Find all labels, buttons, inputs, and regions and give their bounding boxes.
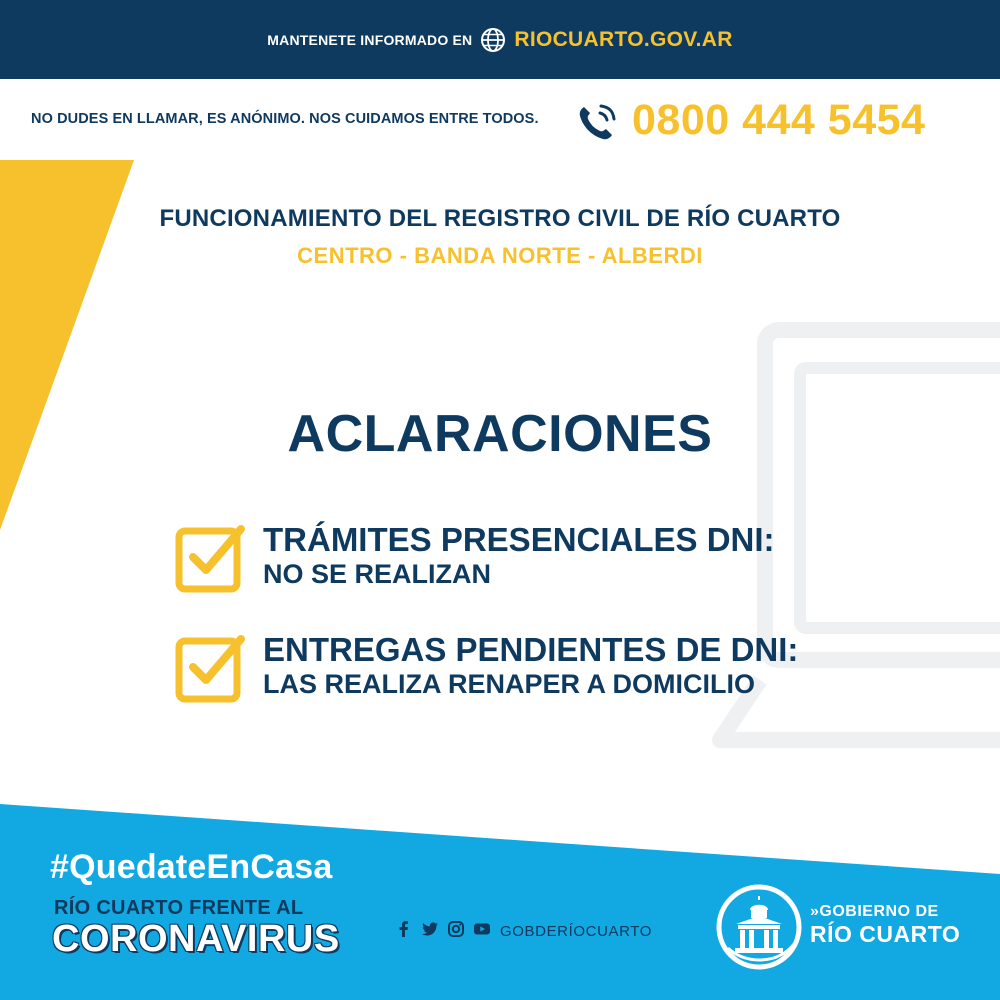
- anonymous-call-message: NO DUDES EN LLAMAR, ES ANÓNIMO. NOS CUIDAMOS ENTRE TODOS.: [31, 111, 539, 127]
- campaign-line-2: CORONAVIRUS: [52, 918, 340, 960]
- top-bar: [0, 0, 1000, 79]
- footer-background: [0, 790, 1000, 1000]
- website-link[interactable]: RIOCUARTO.GOV.AR: [514, 27, 733, 51]
- checkbox-icon: [175, 631, 247, 703]
- facebook-icon[interactable]: [395, 920, 413, 938]
- list-item: [175, 631, 875, 706]
- call-row: [0, 79, 1000, 163]
- instagram-icon[interactable]: [447, 920, 465, 938]
- phone-icon: [572, 97, 622, 147]
- youtube-icon[interactable]: [473, 920, 491, 938]
- page-subtitle: CENTRO - BANDA NORTE - ALBERDI: [297, 243, 703, 268]
- item-title: TRÁMITES PRESENCIALES DNI:: [263, 521, 775, 558]
- government-emblem-icon: [714, 882, 804, 972]
- page-title: FUNCIONAMIENTO DEL REGISTRO CIVIL DE RÍO CUARTO: [159, 205, 841, 232]
- government-label-line-2: RÍO CUARTO: [810, 921, 961, 947]
- inform-text: MANTENETE INFORMADO EN: [267, 31, 473, 48]
- item-detail: LAS REALIZA RENAPER A DOMICILIO: [263, 669, 755, 699]
- globe-icon: [480, 27, 506, 53]
- item-detail: NO SE REALIZAN: [263, 559, 492, 589]
- government-label-line-1: »GOBIERNO DE: [810, 903, 939, 920]
- phone-number[interactable]: 0800 444 5454: [632, 96, 926, 144]
- item-title: ENTREGAS PENDIENTES DE DNI:: [263, 631, 799, 668]
- hashtag: #QuedateEnCasa: [50, 848, 333, 886]
- social-icons: [395, 920, 491, 938]
- footer-band: [0, 790, 1000, 1000]
- campaign-line-1: RÍO CUARTO FRENTE AL: [54, 897, 304, 919]
- checkbox-icon: [175, 521, 247, 593]
- section-heading: ACLARACIONES: [287, 405, 713, 463]
- list-item: [175, 521, 875, 596]
- twitter-icon[interactable]: [421, 920, 439, 938]
- social-handle[interactable]: GOBDERÍOCUARTO: [500, 923, 653, 940]
